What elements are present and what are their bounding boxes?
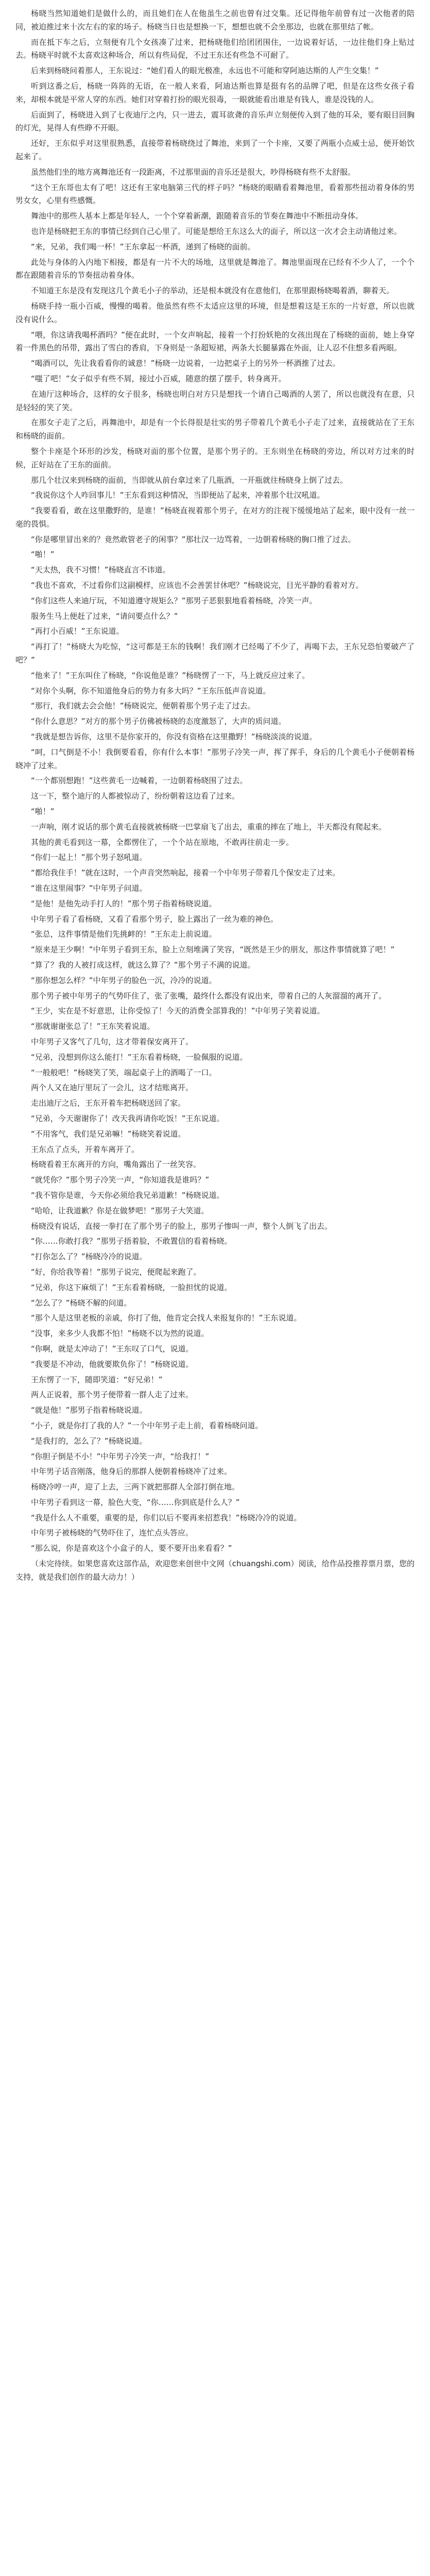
story-paragraph: 也许是杨晓把王东的事情已经到自己心里了。可能是想给王东这么大的面子，所以这一次才会主动请他过来。 xyxy=(31,226,402,236)
story-paragraph: “兄弟，今天谢谢你了！改天我再请你吃饭！”王东说道。 xyxy=(31,1113,225,1123)
story-paragraph: “呵，口气倒是不小！我倒要看看，你有什么本事！”那男子冷笑一声，挥了挥手，身后的几个黄毛小子便朝着杨晓冲了过来。 xyxy=(15,747,415,770)
story-paragraph: “都给我住手！”就在这时，一个声音突然响起，接着一个中年男子带着几个保安走了过来。 xyxy=(31,868,340,878)
story-paragraph: 还好，王东似乎对这里很熟悉，直接带着杨晓绕过了舞池，来到了一个卡座，又要了两瓶小点威士忌，便开始饮起来了。 xyxy=(15,139,415,161)
story-paragraph: 中年男子话音刚落，他身后的那群人便朝着杨晓冲了过来。 xyxy=(31,1467,232,1477)
story-paragraph: “对你个头啊，你不知道他身后的势力有多大吗？”王东压低声音说道。 xyxy=(31,686,271,696)
story-paragraph: “兄弟，你这下麻烦了！”王东看着杨晓，一脸担忧的说道。 xyxy=(31,1282,232,1292)
story-paragraph: “怎么了？”杨晓不解的问道。 xyxy=(31,1298,132,1308)
story-paragraph: 中年男子被杨晓的气势吓住了，连忙点头答应。 xyxy=(31,1528,194,1538)
story-paragraph: 中年男子又客气了几句，这才带着保安离开了。 xyxy=(31,1037,194,1046)
story-paragraph: 整个卡座是个环形的沙发，杨晓对面的那个位置，是那个男子的。王东则坐在杨晓的旁边，所以对方过来的时候，正好站在了王东的面前。 xyxy=(15,446,415,469)
story-paragraph: “那就谢谢张总了！”王东笑着说道。 xyxy=(31,1022,155,1031)
story-paragraph: “算了？我的人被打成这样，就这么算了？”那个男子不满的说道。 xyxy=(31,960,255,970)
story-paragraph: “那行，我们就去会会他！”杨晓说完，便朝着那个男子走了过去。 xyxy=(31,701,255,711)
story-paragraph: 那几个壮汉来到杨晓的面前，当即就从前台拿过来了几瓶酒，一开瓶就往杨晓身上倒了过去。 xyxy=(31,475,348,485)
story-paragraph: “就是他！”那男子指着杨晓说道。 xyxy=(31,1405,147,1415)
story-paragraph: “啪！” xyxy=(31,550,55,560)
story-paragraph: 后面到了，杨晓进入到了七夜迪厅之内，只一进去，震耳欲聋的音乐声立刻便传入到了他的耳朵，要有眼目回胸的灯光，晃得人有些睁不开眼。 xyxy=(15,110,415,133)
story-paragraph: “原来是王少啊！”中年男子看到王东，脸上立刻堆满了笑容，“既然是王少的朋友，那这件事情就算了吧！” xyxy=(31,945,395,955)
story-paragraph: 杨晓没有说话，直接一拳打在了那个男子的脸上，那男子惨叫一声，整个人倒飞了出去。 xyxy=(31,1221,333,1231)
story-paragraph: “再打小百威！”王东说道。 xyxy=(31,626,124,636)
story-paragraph: “是我打的，怎么了？”杨晓说道。 xyxy=(31,1436,147,1446)
story-paragraph: 那个男子被中年男子的气势吓住了，张了张嘴，最终什么都没有说出来，带着自己的人灰溜溜的离开了。 xyxy=(31,991,387,1001)
story-paragraph: “喂，你这请我喝杯酒吗？”便在此时，一个女声响起，接着一个打扮妖艳的女孩出现在了杨晓的面前，她上身穿着一件黑色的吊带，露出了雪白的香肩，下身则是一条超短裙，两条大长腿暴露在外面，让人忍不住想多看两眼。 xyxy=(15,330,415,353)
story-paragraph: “不用客气，我们是兄弟嘛！”杨晓笑着说道。 xyxy=(31,1129,186,1139)
story-paragraph: 此处与身体的入内地下相接，都是有一片不大的场地，这里就是舞池了。舞池里面现在已经有不少人了，一个个都在跟随着音乐的节奏扭动着身体。 xyxy=(15,257,415,280)
story-paragraph: 两个人又在迪厅里玩了一会儿，这才结账离开。 xyxy=(31,1083,194,1093)
story-paragraph: 后来到杨晓问着那人，王东说过：“她们看人的眼光极准，永远也不可能和穿阿迪达斯的人产生交集！” xyxy=(31,66,379,76)
story-paragraph: “我说你这个人咋回事儿！”王东看到这种情况，当即便站了起来，冲着那个壮汉吼道。 xyxy=(31,490,325,500)
story-paragraph: “是他！是他先动手打人的！”那个男子指着杨晓说道。 xyxy=(31,899,217,908)
story-paragraph: “好，你给我等着！”那男子说完，便爬起来跑了。 xyxy=(31,1267,201,1277)
story-paragraph: 在迪厅这种场合，这样的女子很多，杨晓也明白对方只是想找一个请自己喝酒的人罢了，所以也就没有在意，只是轻轻的笑了笑。 xyxy=(15,389,415,412)
story-paragraph: “那个人是这里老板的亲戚，你打了他，他肯定会找人来报复你的！”王东说道。 xyxy=(31,1313,302,1323)
story-paragraph: “小子，就是你打了我的人？”一个中年男子走上前，看着杨晓问道。 xyxy=(31,1420,263,1430)
story-paragraph: “张总，这件事情是他们先挑衅的！”王东走上前说道。 xyxy=(31,929,217,939)
story-paragraph: “喝酒可以，先让我看看你的诚意！”杨晓一边说着，一边把桌子上的另外一杯酒推了过去。 xyxy=(31,359,340,368)
story-paragraph: 王东点了点头，开着车离开了。 xyxy=(31,1144,140,1154)
story-paragraph: 其他的黄毛看到这一幕，全都愣住了，一个个站在原地，不敢再往前走一步。 xyxy=(31,837,294,847)
story-paragraph: “天太热，我不习惯！”杨晓直言不讳道。 xyxy=(31,565,170,575)
story-paragraph: “我就是想告诉你，这里不是你家开的，你没有资格在这里撒野！”杨晓淡淡的说道。 xyxy=(31,732,317,742)
story-paragraph: “我是什么人不重要，重要的是，你们以后不要再来招惹我！”杨晓冷冷的说道。 xyxy=(31,1513,302,1522)
story-paragraph: 听到这番之后，杨晓一阵阵的无语，在一般人来看，阿迪达斯也算是挺有名的品牌了吧，但是在这些女孩子看来，却根本就是平常人穿的东西。她们对穿着打扮的眼光很毒，一眼就能看出谁是有钱人，谁是没钱的人。 xyxy=(15,81,415,104)
story-paragraph: 不知道王东是没有发现这几个黄毛小子的举动，还是根本就没有在意他们，在那里跟杨晓喝着酒，聊着天。 xyxy=(31,286,394,296)
story-paragraph: “他来了！”王东叫住了杨晓，“你说他是谁？”杨晓愣了一下，马上就反应过来了。 xyxy=(31,670,310,680)
story-paragraph: “你啊，就是太冲动了！”王东叹了口气，说道。 xyxy=(31,1344,194,1353)
story-paragraph: “没事，来多少人我都不怕！”杨晓不以为然的说道。 xyxy=(31,1329,209,1338)
story-paragraph: “就凭你？”那个男子冷笑一声，“你知道我是谁吗？” xyxy=(31,1175,210,1185)
story-paragraph: 走出迪厅之后，王东开着车把杨晓送回了家。 xyxy=(31,1098,186,1108)
story-paragraph: 中年男子看到这一幕，脸色大变，“你……你到底是什么人？” xyxy=(31,1497,240,1507)
story-paragraph: 两人正说着，那个男子便带着一群人走了过来。 xyxy=(31,1390,194,1400)
story-paragraph: 而在抵下车之后，立刻便有几个女孩凑了过来，把杨晓他们给团团围住，一边说着好话，一边往他们身上贴过去。杨晓平时就不太喜欢这种场合，所以有些局促，不过王东还有些急不可耐了。 xyxy=(15,37,415,60)
story-paragraph: “兄弟，没想到你这么能打！”王东看着杨晓，一脸佩服的说道。 xyxy=(31,1052,248,1062)
story-paragraph: “那你想怎么样？”中年男子的脸色一沉，冷冷的说道。 xyxy=(31,975,217,985)
story-paragraph: “你胆子倒是不小！”中年男子冷笑一声，“给我打！” xyxy=(31,1451,210,1461)
story-paragraph: “啪！” xyxy=(31,807,55,817)
story-paragraph: “王少，实在是不好意思，让你受惊了！今天的消费全部算我的！”中年男子笑着说道。 xyxy=(31,1006,325,1016)
story-paragraph: “我要是不冲动，他就要欺负你了！”杨晓说道。 xyxy=(31,1359,194,1369)
story-paragraph: “这个王东哥也太有了吧！这还有王家电脑第三代的样子吗？”杨晓的眼睛看着舞池里，看着那些扭动着身体的男男女女，心里有些感慨。 xyxy=(15,182,415,206)
story-paragraph: “嗤了吧！”女子似乎有些不屑，接过小百威，随意的摆了摆手，转身离开。 xyxy=(31,374,286,383)
story-paragraph: 在那女子走了之后，再舞池中，却是有一个长得很是壮实的男子带着几个黄毛小子走了过来，直接就站在了王东和杨晓的面前。 xyxy=(15,418,415,441)
story-paragraph: 中年男子看了看杨晓，又看了看那个男子，脸上露出了一丝为难的神色。 xyxy=(31,914,279,924)
story-paragraph: “打你怎么了？”杨晓冷冷的说道。 xyxy=(31,1252,147,1262)
story-paragraph: 舞池中的那些人基本上都是年轻人，一个个穿着新潮，跟随着音乐的节奏在舞池中不断扭动身体。 xyxy=(31,211,364,221)
story-paragraph: 一声响，刚才说话的那个黄毛直接就被杨晓一巴掌扇飞了出去，重重的摔在了地上，半天都没有爬起来。 xyxy=(31,822,387,832)
story-paragraph: 杨晓当然知道她们是做什么的，而且她们在人在他虽生之前也曾有过交集。还记得他年前曾有过一次他者的陪同，被迫推过来十次左右的家的场子。杨晓当日也是想换一下，想想也就不会坐那边，也就在那里结了帐。 xyxy=(15,9,415,31)
story-paragraph: 王东愣了一下，随即笑道：“好兄弟！” xyxy=(31,1375,163,1384)
story-paragraph: “你们这些人来迪厅玩，不知道遵守规矩么？”那男子恶狠狠地看着杨晓，冷笑一声。 xyxy=(31,596,317,605)
story-paragraph: “一个都别想跑！”这些黄毛一边喊着，一边朝着杨晓围了过去。 xyxy=(31,776,248,786)
story-paragraph: “你是哪里冒出来的？竟然敢管老子的闲事？”那壮汉一边骂着，一边朝着杨晓的胸口推了过去。 xyxy=(31,534,356,544)
story-paragraph: “你……你敢打我？”那男子捂着脸，不敢置信的看着杨晓。 xyxy=(31,1236,232,1246)
chapter-footer-note: （未完待续。如果您喜欢这部作品，欢迎您来创世中文网（chuangshi.com）阅读，给作品投推荐票月票，您的支持，就是我们创作的最大动力！） xyxy=(15,1559,415,1582)
story-paragraph: 这一下，整个迪厅的人都被惊动了，纷纷朝着这边看了过来。 xyxy=(31,791,240,801)
story-paragraph: 虽然他们坐的地方离舞池还有一段距离，不过那里面的音乐还是很大，吵得杨晓有些不太舒服。 xyxy=(31,167,356,177)
story-paragraph: 服务生马上便赶了过来，“请问要点什么？” xyxy=(31,611,178,621)
story-paragraph: “你们一起上！”那个男子怒吼道。 xyxy=(31,853,147,862)
story-paragraph: “我不管你是谁，今天你必须给我兄弟道歉！”杨晓说道。 xyxy=(31,1190,225,1200)
story-paragraph: “那么说，你是喜欢这个小盒子的人，要不要开出来看看？” xyxy=(31,1544,232,1553)
story-paragraph: “你什么意思？”对方的那个男子仿佛被杨晓的态度激怒了，大声的质问道。 xyxy=(31,717,286,726)
story-paragraph: “再打了！”杨晓大为吃惊，“这可都是王东的钱啊！我们刚才已经喝了不少了，再喝下去，王东兄恐怕要破产了吧？” xyxy=(15,642,415,665)
story-paragraph: “我也不喜欢，不过看你们这副模样，应该也不会善罢甘休吧？”杨晓说完，目光平静的看着对方。 xyxy=(31,581,364,590)
story-paragraph: “我要看看，敢在这里撒野的，是谁！”杨晓直视着那个男子，在对方的注视下缓缓地站了起来，眼中没有一丝一毫的畏惧。 xyxy=(15,506,415,529)
story-paragraph: 杨晓冷哼一声，迎了上去，三两下就把那群人全部打倒在地。 xyxy=(31,1482,240,1492)
story-paragraph: “一般般吧！”杨晓笑了笑，端起桌子上的酒喝了一口。 xyxy=(31,1067,217,1077)
story-paragraph: “哈哈，让我道歉？你是在做梦吧！”那男子大笑道。 xyxy=(31,1206,209,1215)
story-paragraph: “谁在这里闹事？”中年男子问道。 xyxy=(31,884,147,893)
story-paragraph: 杨晓看着王东离开的方向，嘴角露出了一丝笑容。 xyxy=(31,1160,201,1170)
story-paragraph: 杨晓手持一瓶小百威，慢慢的喝着。他虽然有些不太适应这里的环境，但是想着这是王东的一片好意，所以也就没有说什么。 xyxy=(15,301,415,324)
story-paragraph: “来，兄弟，我们喝一杯！”王东拿起一杯酒，递到了杨晓的面前。 xyxy=(31,242,255,251)
